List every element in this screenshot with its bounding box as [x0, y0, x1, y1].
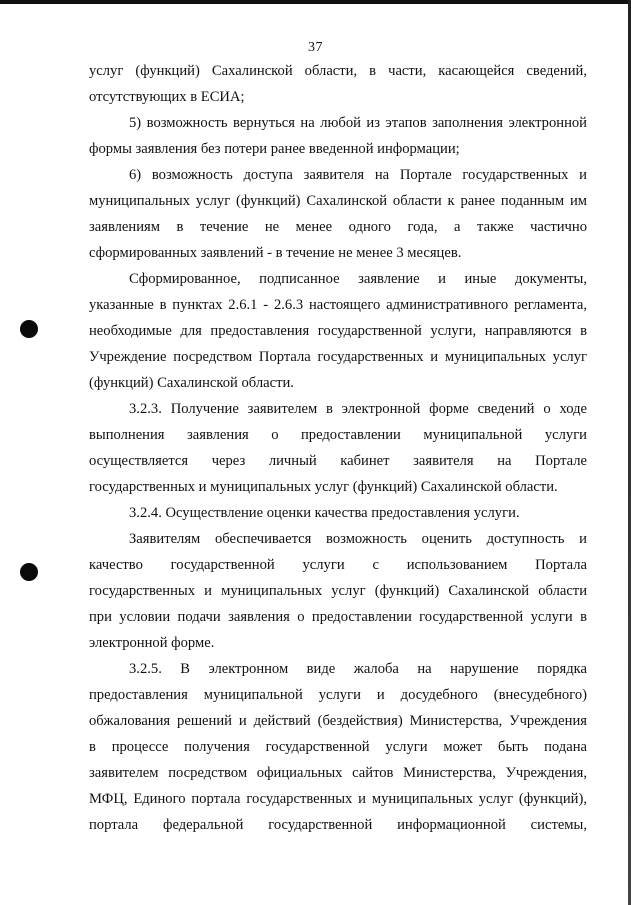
text-line: указанные в пунктах 2.6.1 - 2.6.3 настоящего административного регламента, [89, 297, 587, 313]
text-line: осуществляется через личный кабинет заявителя на Портале [89, 453, 587, 469]
text-line: необходимые для предоставления государственной услуги, направляются в [89, 323, 587, 339]
text-line: выполнения заявления о предоставлении муниципальной услуги [89, 427, 587, 443]
text-line: 3.2.3. Получение заявителем в электронной форме сведений о ходе [129, 401, 587, 417]
scan-top-edge [0, 0, 631, 4]
text-line: услуг (функций) Сахалинской области, в части, касающейся сведений, [89, 63, 587, 79]
punch-hole-mark [20, 563, 38, 581]
text-line: (функций) Сахалинской области. [89, 375, 294, 391]
text-line: обжалования решений и действий (бездействия) Министерства, Учреждения [89, 713, 587, 729]
text-line: формы заявления без потери ранее введенной информации; [89, 141, 460, 157]
text-line: муниципальных услуг (функций) Сахалинской области к ранее поданным им [89, 193, 587, 209]
text-line: портала федеральной государственной информационной системы, [89, 817, 587, 833]
text-line: заявлениям в течение не менее одного года, а также частично [89, 219, 587, 235]
text-line: электронной форме. [89, 635, 215, 651]
text-line: Сформированное, подписанное заявление и иные документы, [129, 271, 587, 287]
text-line: при условии подачи заявления о предоставлении государственной услуги в [89, 609, 587, 625]
text-line: государственных и муниципальных услуг (функций) Сахалинской области. [89, 479, 558, 495]
text-line: сформированных заявлений - в течение не менее 3 месяцев. [89, 245, 462, 261]
text-line: МФЦ, Единого портала государственных и муниципальных услуг (функций), [89, 791, 587, 807]
text-line: 3.2.4. Осуществление оценки качества предоставления услуги. [129, 505, 520, 521]
text-line: качество государственной услуги с использованием Портала [89, 557, 587, 573]
punch-hole-mark [20, 320, 38, 338]
text-line: предоставления муниципальной услуги и досудебного (внесудебного) [89, 687, 587, 703]
text-line: заявителем посредством официальных сайтов Министерства, Учреждения, [89, 765, 587, 781]
text-line: 5) возможность вернуться на любой из этапов заполнения электронной [129, 115, 587, 131]
text-line: 6) возможность доступа заявителя на Портале государственных и [129, 167, 587, 183]
text-line: государственных и муниципальных услуг (функций) Сахалинской области [89, 583, 587, 599]
text-line: 3.2.5. В электронном виде жалоба на нарушение порядка [129, 661, 587, 677]
text-line: Учреждение посредством Портала государственных и муниципальных услуг [89, 349, 587, 365]
text-line: Заявителям обеспечивается возможность оценить доступность и [129, 531, 587, 547]
text-line: отсутствующих в ЕСИА; [89, 89, 245, 105]
text-line: в процессе получения государственной услуги может быть подана [89, 739, 587, 755]
document-body [89, 58, 587, 838]
page-number: 37 [308, 40, 323, 55]
